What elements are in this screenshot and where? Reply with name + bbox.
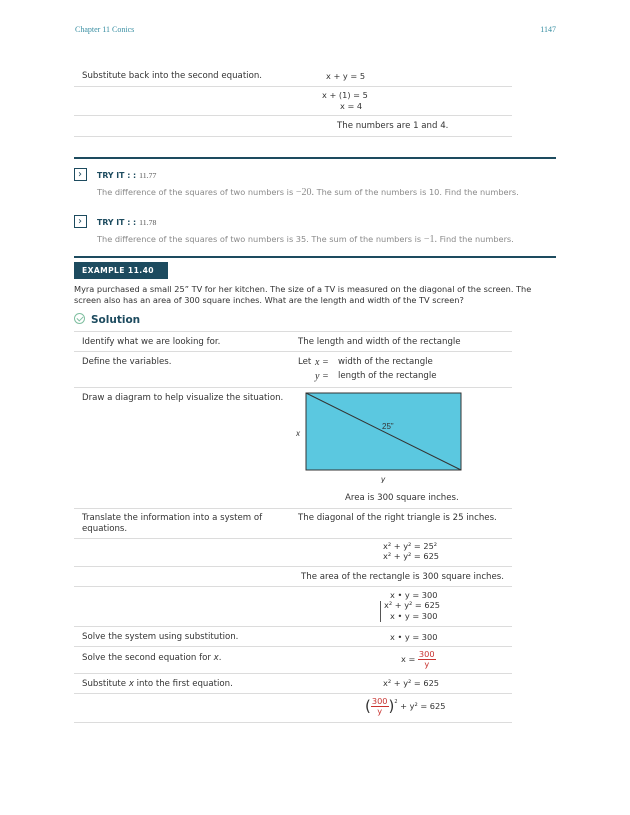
variable-y: y = [315, 371, 329, 382]
running-head [75, 25, 556, 37]
row-divider [74, 508, 512, 509]
row-divider [74, 693, 512, 694]
variable-x-desc: width of the rectangle [338, 357, 433, 367]
tryit-expand-button[interactable] [74, 215, 87, 228]
row-divider [74, 115, 512, 116]
step-define: Define the variables. [82, 357, 172, 367]
chevron-right-icon: › [78, 169, 82, 180]
step-identify-answer: The length and width of the rectangle [298, 337, 461, 347]
variable-x: x = [315, 357, 329, 368]
equation-pythagorean: x² + y² = 25² [383, 541, 438, 551]
equation-solve: x • y = 300 [390, 632, 438, 642]
chapter-title: Chapter 11 Conics [75, 25, 135, 34]
row-divider [74, 86, 512, 87]
row-divider [74, 351, 512, 352]
tryit-expand-button[interactable] [74, 168, 87, 181]
diagonal-statement: The diagonal of the right triangle is 25 inches. [298, 513, 497, 523]
example-badge: EXAMPLE 11.40 [74, 262, 168, 279]
equation-sum: x + y = 5 [326, 71, 366, 81]
tryit-label: TRY IT : : 11.77 [97, 171, 157, 180]
row-divider [74, 646, 512, 647]
step-identify: Identify what we are looking for. [82, 337, 221, 347]
fraction-300-over-y: $\frac{300}{y}$ [371, 696, 388, 716]
diagram-y-label: y [381, 475, 385, 483]
row-divider [74, 387, 512, 388]
row-divider [74, 538, 512, 539]
equation-substituted: x + (1) = 5 [322, 90, 368, 100]
step-translate-line2: equations. [82, 524, 128, 534]
step-draw-diagram: Draw a diagram to help visualize the situation. [82, 393, 284, 403]
row-divider [74, 566, 512, 567]
tryit-label: TRY IT : : 11.78 [97, 218, 157, 227]
row-divider [74, 626, 512, 627]
page-number: 1147 [540, 25, 556, 34]
chevron-right-icon: › [78, 216, 82, 227]
area-note: Area is 300 square inches. [345, 493, 459, 503]
example-problem: Myra purchased a small 25” TV for her kitchen. The size of a TV is measured on the diagonal of the screen. The screen also has an area of 300 square inches. What are the length and width of the TV screen? [74, 284, 532, 305]
diagram-x-label: x [296, 429, 300, 438]
step-solve-for-x: Solve the second equation for x. [82, 653, 222, 663]
equation-area: x • y = 300 [390, 590, 438, 600]
equation-first: x² + y² = 625 [383, 678, 440, 688]
section-divider [74, 157, 556, 159]
equation-substituted-final: ( $\frac{300}{y}$ )$^2$ + y² = 625 [365, 696, 446, 716]
equation-x-solved: x = $\frac{300}{y}$ [401, 649, 435, 669]
section-divider [74, 256, 556, 258]
rectangle-diagram [296, 391, 466, 483]
equation-result: x = 4 [340, 101, 363, 111]
system-equation-2: x • y = 300 [390, 611, 438, 621]
step-translate-line1: Translate the information into a system of [82, 513, 263, 523]
step-substitute-back: Substitute back into the second equation. [82, 71, 263, 81]
system-equation-1: x² + y² = 625 [384, 600, 441, 610]
row-divider [74, 136, 512, 137]
variable-y-desc: length of the rectangle [338, 371, 437, 381]
diagram-diagonal-label: 25” [382, 422, 394, 431]
row-divider [74, 722, 512, 723]
fraction-300-over-y: $\frac{300}{y}$ [418, 649, 435, 669]
step-solve-substitution: Solve the system using substitution. [82, 632, 239, 642]
row-divider [74, 331, 512, 332]
let-word: Let [298, 357, 312, 367]
area-statement: The area of the rectangle is 300 square inches. [301, 572, 505, 582]
tryit-text: The difference of the squares of two numbers is 35. The sum of the numbers is −1. Find the numbers. [97, 234, 514, 245]
row-divider [74, 673, 512, 674]
step-substitute-x: Substitute x into the first equation. [82, 679, 233, 689]
check-circle-icon [74, 313, 85, 324]
solution-heading[interactable]: Solution [74, 308, 140, 322]
prior-answer: The numbers are 1 and 4. [337, 121, 449, 131]
equation-pythagorean-simplified: x² + y² = 625 [383, 551, 440, 561]
row-divider [74, 586, 512, 587]
tryit-text: The difference of the squares of two numbers is −20. The sum of the numbers is 10. Find the numbers. [97, 187, 519, 198]
